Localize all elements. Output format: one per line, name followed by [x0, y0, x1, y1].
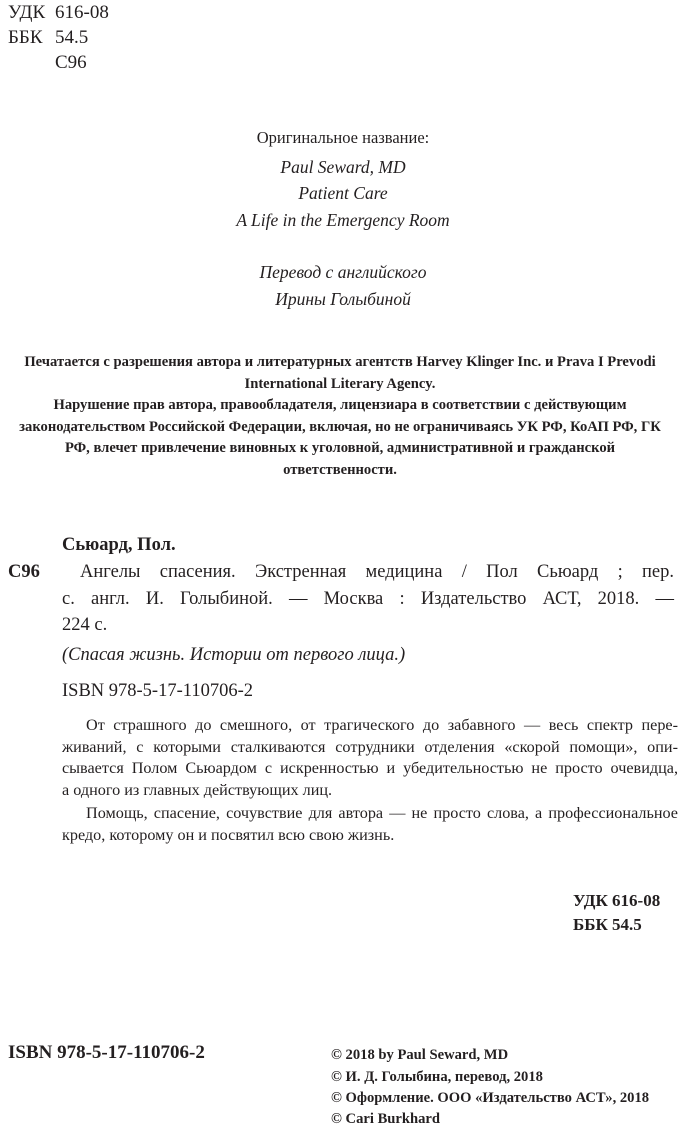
annotation-line: сывается Полом Сьюардом с искренностью и убедительностью не просто очевидца,: [62, 759, 678, 777]
copyright-violation-notice: Нарушение прав автора, правообладателя, лицензиара в соответствии с действующим законодательством Российской Федерации, включая, но не ограничиваясь УК РФ, КоАП РФ, ГК РФ, влечет привлечение виновных к уголовной, административной и гражданской ответственности.: [19, 397, 661, 478]
original-subtitle: A Life in the Emergency Room: [236, 210, 450, 230]
annotation-line: Помощь, спасение, сочувствие для автора — не просто слова, а профессиональное: [86, 804, 678, 822]
biblio-series: (Спасая жизнь. Истории от первого лица.): [62, 645, 406, 665]
annotation-line: а одного из главных действующих лиц.: [62, 781, 333, 799]
author-mark: С96: [55, 52, 87, 73]
copyright-line: © Cari Burkhard: [331, 1111, 441, 1127]
biblio-line-2: с. англ. И. Голыбиной. — Москва : Издательство АСТ, 2018. —: [62, 589, 674, 609]
biblio-line-1: Ангелы спасения. Экстренная медицина / Пол Сьюард ; пер.: [80, 562, 674, 582]
original-author: Paul Seward, MD: [280, 157, 406, 177]
bottom-udk-code: УДК 616-08: [573, 891, 661, 910]
annotation-line: кредо, которому он и посвятил всю свою жизнь.: [62, 826, 395, 844]
copyright-line: © 2018 by Paul Seward, MD: [331, 1047, 509, 1063]
udk-code: УДК 616-08: [8, 2, 109, 23]
bbk-code: ББК 54.5: [8, 27, 89, 48]
copyright-line: © И. Д. Голыбина, перевод, 2018: [331, 1069, 543, 1085]
original-title-heading: Оригинальное название:: [256, 128, 430, 147]
copyright-line: © Оформление. ООО «Издательство АСТ», 2018: [331, 1090, 650, 1106]
biblio-isbn: ISBN 978-5-17-110706-2: [62, 681, 253, 701]
biblio-author-mark: С96: [8, 562, 40, 582]
translation-line-1: Перевод с английского: [259, 262, 427, 282]
permission-notice: Печатается с разрешения автора и литературных агентств Harvey Klinger Inc. и Prava I Prevodi International Literary Agency.: [24, 354, 656, 392]
bottom-bbk-code: ББК 54.5: [573, 915, 642, 934]
annotation-line: живаний, с которыми сталкиваются сотрудники отделения «скорой помощи», опи-: [62, 738, 678, 756]
annotation-line: От страшного до смешного, от трагического до забавного — весь спектр пере-: [86, 716, 678, 734]
translation-line-2: Ирины Голыбиной: [275, 289, 411, 309]
footer-isbn: ISBN 978-5-17-110706-2: [8, 1042, 205, 1063]
original-title: Patient Care: [298, 183, 388, 203]
biblio-author-heading: Сьюард, Пол.: [62, 535, 176, 555]
biblio-line-3: 224 с.: [62, 615, 108, 635]
top-classification-codes: [8, 0, 109, 75]
